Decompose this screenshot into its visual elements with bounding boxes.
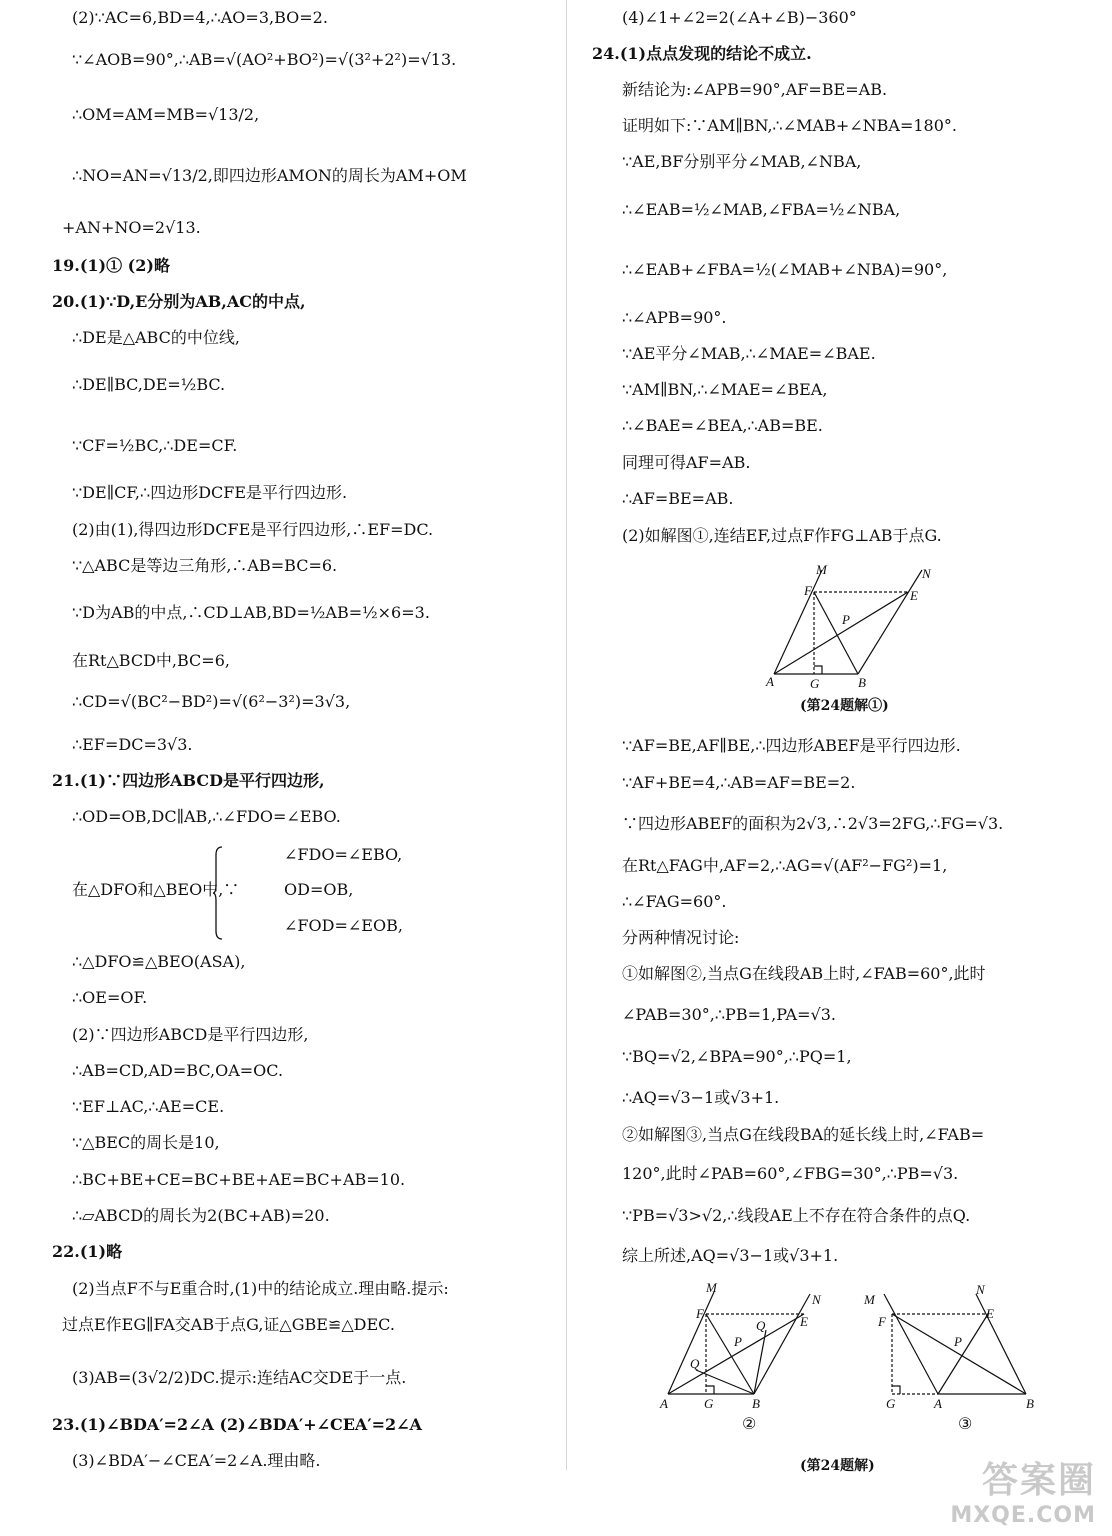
text-line: ∴∠BAE=∠BEA,∴AB=BE. (622, 416, 823, 435)
text-line: (4)∠1+∠2=2(∠A+∠B)−360° (622, 8, 857, 27)
figure-2-3-caption: (第24题解) (800, 1458, 875, 1474)
fig3-label: P (954, 1334, 962, 1349)
column-divider (566, 0, 567, 1470)
fig3-label: N (976, 1282, 985, 1297)
fig2-label: Q (756, 1318, 766, 1333)
fig2-label: Q (690, 1356, 700, 1371)
fig2-label: P (734, 1334, 742, 1349)
fig1-label: N (922, 566, 931, 581)
text-line: 19.(1)① (2)略 (52, 256, 170, 275)
figure-1-caption: (第24题解①) (800, 698, 889, 714)
text-line: ∴∠EAB=½∠MAB,∠FBA=½∠NBA, (622, 200, 901, 219)
text-line: ∴OM=AM=MB=√13/2, (72, 105, 260, 124)
text-line: ∴DE∥BC,DE=½BC. (72, 375, 226, 394)
fig3-label: F (878, 1314, 886, 1329)
text-line: ∴DE是△ABC的中位线, (72, 328, 240, 347)
text-line: OD=OB, (284, 880, 354, 899)
brace-symbol (213, 845, 223, 941)
text-line: ∵D为AB的中点,∴CD⊥AB,BD=½AB=½×6=3. (72, 603, 430, 622)
text-line: ∠PAB=30°,∴PB=1,PA=√3. (622, 1005, 836, 1024)
text-line: ①如解图②,当点G在线段AB上时,∠FAB=60°,此时 (622, 964, 986, 983)
watermark-line-2: MXQE.COM (950, 1503, 1096, 1528)
fig2-label: F (696, 1306, 704, 1321)
text-line: 过点E作EG∥FA交AB于点G,证△GBE≌△DEC. (62, 1315, 395, 1334)
text-line: ∴OE=OF. (72, 988, 148, 1007)
fig1-label: E (910, 588, 918, 603)
fig2-label: A (660, 1396, 668, 1411)
figure-2-label: ② (742, 1414, 757, 1433)
text-line: ∵△ABC是等边三角形,∴AB=BC=6. (72, 556, 338, 575)
text-line: (2)∵AC=6,BD=4,∴AO=3,BO=2. (72, 8, 328, 27)
text-line: 20.(1)∵D,E分别为AB,AC的中点, (52, 292, 306, 311)
text-line: ∴AB=CD,AD=BC,OA=OC. (72, 1061, 284, 1080)
fig2-label: M (706, 1282, 717, 1295)
fig3-label: A (934, 1396, 942, 1411)
text-line: 21.(1)∵四边形ABCD是平行四边形, (52, 771, 325, 790)
text-line: ∵AM∥BN,∴∠MAE=∠BEA, (622, 380, 828, 399)
text-line: ∴OD=OB,DC∥AB,∴∠FDO=∠EBO. (72, 807, 341, 826)
text-line: 分两种情况讨论: (622, 928, 740, 947)
text-line: ∴∠APB=90°. (622, 308, 727, 327)
figure-24-solution-3 (856, 1282, 1046, 1412)
text-line: +AN+NO=2√13. (62, 218, 201, 237)
text-line: ②如解图③,当点G在线段BA的延长线上时,∠FAB= (622, 1125, 985, 1144)
fig3-label: M (864, 1292, 875, 1307)
text-line: ∵AF=BE,AF∥BE,∴四边形ABEF是平行四边形. (622, 736, 961, 755)
text-line: ∵DE∥CF,∴四边形DCFE是平行四边形. (72, 483, 348, 502)
text-line: ∴EF=DC=3√3. (72, 735, 193, 754)
text-line: ∵BQ=√2,∠BPA=90°,∴PQ=1, (622, 1047, 852, 1066)
watermark-logo (950, 1452, 1096, 1528)
text-line: (2)如解图①,连结EF,过点F作FG⊥AB于点G. (622, 526, 942, 545)
text-line: 在Rt△FAG中,AF=2,∴AG=√(AF²−FG²)=1, (622, 856, 948, 875)
figure-24-solution-2 (656, 1282, 836, 1412)
text-line: ∴AF=BE=AB. (622, 489, 734, 508)
text-line: ∵EF⊥AC,∴AE=CE. (72, 1097, 225, 1116)
text-line: 综上所述,AQ=√3−1或√3+1. (622, 1246, 839, 1265)
text-line: ∴CD=√(BC²−BD²)=√(6²−3²)=3√3, (72, 692, 351, 711)
text-line: 120°,此时∠PAB=60°,∠FBG=30°,∴PB=√3. (622, 1164, 959, 1183)
text-line: ∵AE,BF分别平分∠MAB,∠NBA, (622, 152, 862, 171)
fig1-label: A (766, 674, 774, 689)
fig3-label: E (986, 1306, 994, 1321)
figure-3-label: ③ (958, 1414, 973, 1433)
text-line: ∴NO=AN=√13/2,即四边形AMON的周长为AM+OM (72, 166, 467, 185)
figure-24-solution-1 (760, 562, 940, 692)
fig1-label: F (804, 583, 812, 598)
text-line: (2)∵四边形ABCD是平行四边形, (72, 1025, 309, 1044)
watermark-line-1: 答案圈 (981, 1460, 1096, 1501)
text-line: ∵AF+BE=4,∴AB=AF=BE=2. (622, 773, 856, 792)
text-line: ∴∠FAG=60°. (622, 892, 727, 911)
fig1-label: G (810, 676, 820, 691)
text-line: (3)AB=(3√2/2)DC.提示:连结AC交DE于一点. (72, 1368, 407, 1387)
text-line: ∵四边形ABEF的面积为2√3,∴2√3=2FG,∴FG=√3. (622, 814, 1004, 833)
fig2-label: N (812, 1292, 821, 1307)
fig1-label: B (858, 675, 866, 690)
fig2-label: G (704, 1396, 714, 1411)
text-line: ∵CF=½BC,∴DE=CF. (72, 436, 238, 455)
text-line: ∵△BEC的周长是10, (72, 1133, 220, 1152)
text-line: ∴▱ABCD的周长为2(BC+AB)=20. (72, 1206, 330, 1225)
text-line: ∠FDO=∠EBO, (284, 845, 403, 864)
text-line: (3)∠BDA′−∠CEA′=2∠A.理由略. (72, 1451, 321, 1470)
text-line: 新结论为:∠APB=90°,AF=BE=AB. (622, 80, 888, 99)
text-line: ∴∠EAB+∠FBA=½(∠MAB+∠NBA)=90°, (622, 260, 948, 279)
text-line: ∵AE平分∠MAB,∴∠MAE=∠BAE. (622, 344, 876, 363)
text-line: ∴BC+BE+CE=BC+BE+AE=BC+AB=10. (72, 1170, 406, 1189)
fig3-label: B (1026, 1396, 1034, 1411)
text-line: 同理可得AF=AB. (622, 453, 751, 472)
text-line: (2)当点F不与E重合时,(1)中的结论成立.理由略.提示: (72, 1279, 449, 1298)
text-line: 24.(1)点点发现的结论不成立. (592, 44, 812, 63)
text-line: (2)由(1),得四边形DCFE是平行四边形,∴EF=DC. (72, 520, 434, 539)
text-line: 在△DFO和△BEO中,∵ (72, 880, 240, 899)
text-line: ∵PB=√3>√2,∴线段AE上不存在符合条件的点Q. (622, 1206, 971, 1225)
text-line: 22.(1)略 (52, 1242, 123, 1261)
text-line: ∵∠AOB=90°,∴AB=√(AO²+BO²)=√(3²+2²)=√13. (72, 50, 457, 69)
text-line: 23.(1)∠BDA′=2∠A (2)∠BDA′+∠CEA′=2∠A (52, 1415, 422, 1434)
fig1-label: M (816, 562, 827, 577)
text-line: ∴△DFO≌△BEO(ASA), (72, 952, 246, 971)
fig2-label: E (800, 1314, 808, 1329)
text-line: ∠FOD=∠EOB, (284, 916, 403, 935)
text-line: ∴AQ=√3−1或√3+1. (622, 1088, 780, 1107)
text-line: 在Rt△BCD中,BC=6, (72, 651, 230, 670)
fig1-label: P (842, 612, 850, 627)
fig3-label: G (886, 1396, 896, 1411)
text-line: 证明如下:∵AM∥BN,∴∠MAB+∠NBA=180°. (622, 116, 957, 135)
fig2-label: B (752, 1396, 760, 1411)
